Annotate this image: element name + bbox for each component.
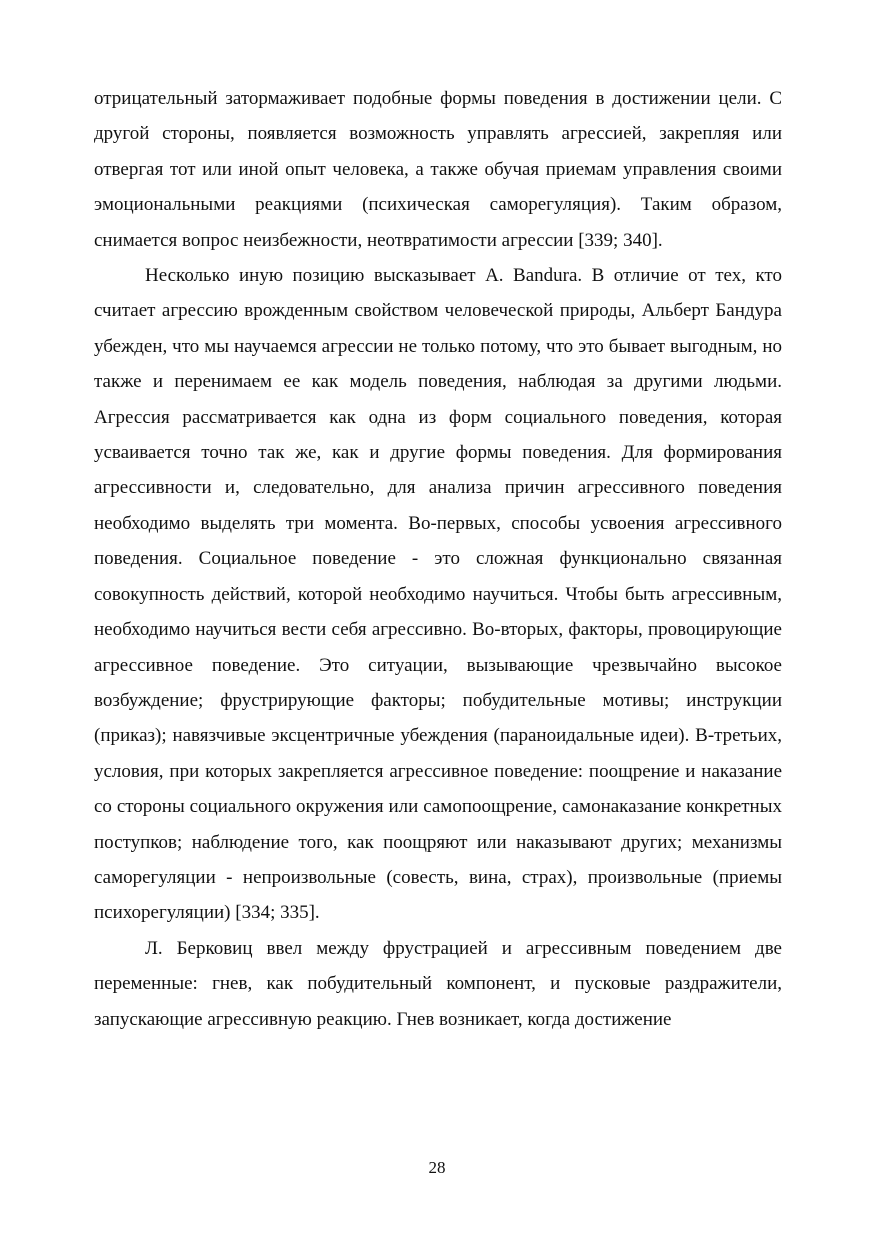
paragraph-1: отрицательный затормаживает подобные формы поведения в достижении цели. С другой стороны, появляется возможность управлять агрессией, закрепляя или отвергая тот или иной опыт человека, а также обучая приемам управления своими эмоциональными реакциями (психическая саморегуляция). Таким образом, снимается вопрос неизбежности, неотвратимости агрессии [339; 340].: [94, 88, 782, 251]
body-text: [94, 81, 782, 1037]
paragraph-2: Несколько иную позицию высказывает A. Bandura. В отличие от тех, кто считает агрессию врожденным свойством человеческой природы, Альберт Бандура убежден, что мы научаемся агрессии не только потому, что это бывает выгодным, но также и перенимаем ее как модель поведения, наблюдая за другими людьми. Агрессия рассматривается как одна из форм социального поведения, которая усваивается точно так же, как и другие формы поведения. Для формирования агрессивности и, следовательно, для анализа причин агрессивного поведения необходимо выделять три момента. Во-первых, способы усвоения агрессивного поведения. Социальное поведение - это сложная функционально связанная совокупность действий, которой необходимо научиться. Чтобы быть агрессивным, необходимо научиться вести себя агрессивно. Во-вторых, факторы, провоцирующие агрессивное поведение. Это ситуации, вызывающие чрезвычайно высокое возбуждение; фрустрирующие факторы; побудительные мотивы; инструкции (приказ); навязчивые эксцентричные убеждения (параноидальные идеи). В-третьих, условия, при которых закрепляется агрессивное поведение: поощрение и наказание со стороны социального окружения или самопоощрение, самонаказание конкретных поступков; наблюдение того, как поощряют или наказывают других; механизмы саморегуляции - непроизвольные (совесть, вина, страх), произвольные (приемы психорегуляции) [334; 335].: [94, 265, 782, 924]
page-number: 28: [428, 1158, 446, 1177]
paragraph-3: Л. Берковиц ввел между фрустрацией и агрессивным поведением две переменные: гнев, как побудительный компонент, и пусковые раздражители, запускающие агрессивную реакцию. Гнев возникает, когда достижение: [94, 937, 782, 1030]
